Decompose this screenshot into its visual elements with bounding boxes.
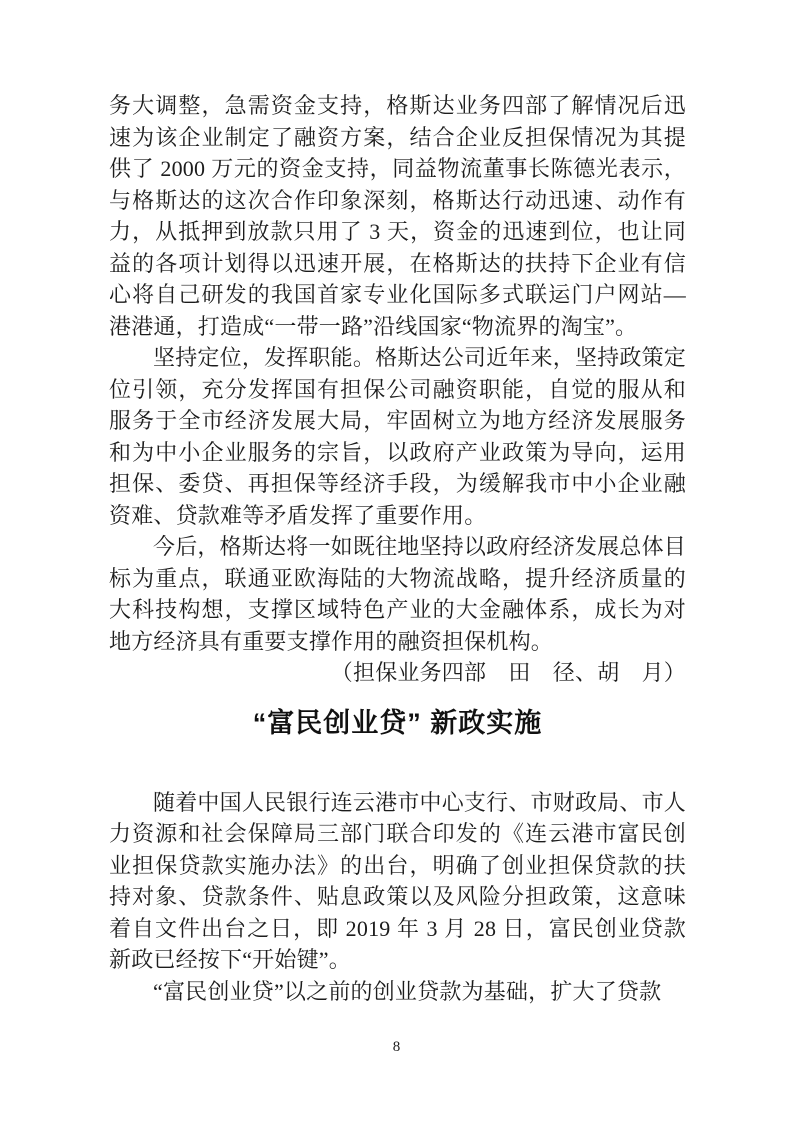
paragraph: 坚持定位，发挥职能。格斯达公司近年来，坚持政策定位引领，充分发挥国有担保公司融资职能，自觉的服从和服务于全市经济发展大局，牢固树立为地方经济发展服务和为中小企业服务的宗旨，以政府产业政策为导向，运用担保、委贷、再担保等经济手段，为缓解我市中小企业融资难、贷款难等矛盾发挥了重要作用。 bbox=[109, 345, 686, 528]
author-attribution: （担保业务四部 田 径、胡 月） bbox=[330, 660, 686, 685]
page-number: 8 bbox=[392, 1039, 401, 1055]
article-title: “富民创业贷” 新政实施 bbox=[252, 707, 543, 738]
paragraph: 今后，格斯达将一如既往地坚持以政府经济发展总体目标为重点，联通亚欧海陆的大物流战略，提升经济质量的大科技构想，支撑区域特色产业的大金融体系，成长为对地方经济具有重要支撑作用的融资担保机构。 bbox=[109, 534, 686, 654]
paragraph: 随着中国人民银行连云港市中心支行、市财政局、市人力资源和社会保障局三部门联合印发的《连云港市富民创业担保贷款实施办法》的出台，明确了创业担保贷款的扶持对象、贷款条件、贴息政策以及风险分担政策，这意味着自文件出台之日，即 2019 年 3 月 28 日，富民创业贷款新政已经按下“开始键”。 bbox=[109, 789, 686, 972]
page-body bbox=[109, 90, 686, 1007]
paragraph: “富民创业贷”以之前的创业贷款为基础，扩大了贷款 bbox=[153, 978, 662, 1004]
paragraph-continuation: 务大调整，急需资金支持，格斯达业务四部了解情况后迅速为该企业制定了融资方案，结合企业反担保情况为其提供了 2000 万元的资金支持，同益物流董事长陈德光表示，与格斯达的这次合作印象深刻，格斯达行动迅速、动作有力，从抵押到放款只用了 3 天，资金的迅速到位，也让同益的各项计划得以迅速开展，在格斯达的扶持下企业有信心将自己研发的我国首家专业化国际多式联运门户网站—港港通，打造成“一带一路”沿线国家“物流界的淘宝”。 bbox=[109, 93, 686, 339]
